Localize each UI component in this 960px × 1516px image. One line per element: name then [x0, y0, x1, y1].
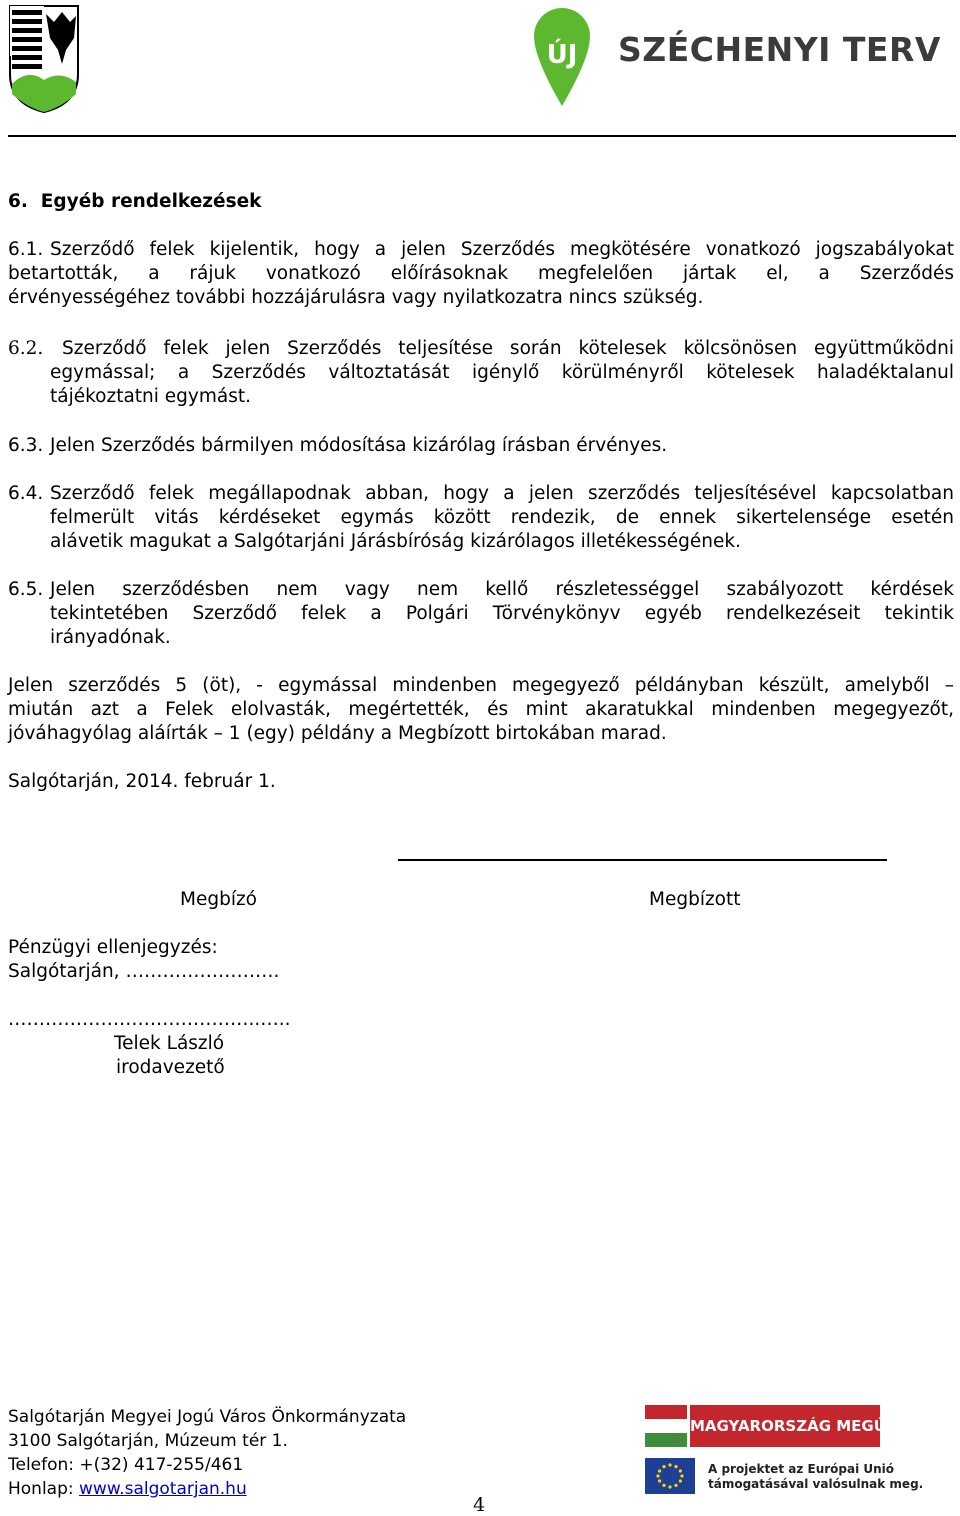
- clause-6-1: [50, 238, 954, 262]
- header-divider: [8, 135, 956, 137]
- footer-web-link[interactable]: www.salgotarjan.hu: [79, 1479, 247, 1499]
- text-line: [50, 238, 954, 262]
- clause-number: 6.5.: [8, 579, 44, 600]
- uj-badge-label: ÚJ: [546, 40, 578, 70]
- clause-6-4: [50, 482, 954, 554]
- eu-text-line: támogatásával valósulnak meg.: [708, 1477, 924, 1491]
- signature-label-left: Megbízó: [180, 889, 257, 910]
- footer-web: [8, 1477, 406, 1501]
- line-text: Jelen szerződés 5 (öt), - egymással mindenben megegyező példányban készült, amelyből –: [8, 675, 954, 696]
- line-text: Jelen szerződésben nem vagy nem kellő részletességgel szabályozott kérdések: [50, 579, 954, 600]
- szechenyi-terv-logo-text: SZÉCHENYI TERV: [618, 30, 941, 69]
- eu-support-text: [708, 1462, 923, 1492]
- section-title: 6. Egyéb rendelkezések: [8, 191, 262, 212]
- clause-6-3: Jelen Szerződés bármilyen módosítása kizárólag írásban érvényes.: [50, 435, 668, 456]
- line-text: felmerült vitás kérdéseket egymás között rendezik, de ennek sikertelensége esetén: [50, 507, 954, 528]
- signer-name: Telek László: [114, 1033, 225, 1054]
- line-text: tájékoztatni egymást.: [50, 386, 251, 407]
- line-text: alávetik magukat a Salgótarjáni Járásbíróság kizárólagos illetékességének.: [50, 531, 741, 552]
- line-text: irányadónak.: [50, 627, 171, 648]
- signature-dots: …………………………………..…..: [8, 1009, 291, 1030]
- magyarorszag-megujul-banner: MAGYARORSZÁG MEGÚJUL: [690, 1405, 880, 1447]
- clause-number: 6.3.: [8, 435, 44, 456]
- line-text: tekintetében Szerződő felek a Polgári Törvénykönyv egyéb rendelkezéseit tekintik: [50, 603, 954, 624]
- clause-number: 6.2.: [8, 338, 44, 359]
- finance-place: Salgótarján, …………………….: [8, 961, 280, 982]
- clause-6-2-cont: [50, 361, 954, 409]
- line-text: Szerződő felek kijelentik, hogy a jelen Szerződés megkötésére vonatkozó jogszabályokat: [50, 239, 954, 260]
- footer-org: Salgótarján Megyei Jogú Város Önkormányzata: [8, 1407, 407, 1427]
- clause-6-2: [62, 337, 954, 361]
- hungarian-flag-icon: [645, 1405, 687, 1447]
- signature-label-right: Megbízott: [649, 889, 741, 910]
- signature-line-right: [563, 859, 887, 861]
- line-text: érvényességéhez további hozzájárulásra vagy nyilatkozatra nincs szükség.: [8, 287, 704, 308]
- finance-label: Pénzügyi ellenjegyzés:: [8, 937, 218, 958]
- footer-contact: [8, 1405, 406, 1501]
- coat-of-arms-logo: [8, 4, 80, 114]
- eu-text-line: A projektet az Európai Unió: [708, 1462, 895, 1476]
- footer-phone: Telefon: +(32) 417-255/461: [8, 1455, 244, 1475]
- line-text: betartották, a rájuk vonatkozó előírásoknak megfelelően jártak el, a Szerződés: [8, 263, 954, 284]
- page-number: 4: [473, 1494, 486, 1516]
- clause-number: 6.4.: [8, 483, 44, 504]
- line-text: Szerződő felek jelen Szerződés teljesítése során kötelesek kölcsönösen együttműködni: [62, 338, 954, 359]
- footer-web-label: Honlap:: [8, 1479, 74, 1499]
- clause-6-5: [50, 578, 954, 650]
- place-date: Salgótarján, 2014. február 1.: [8, 771, 276, 792]
- line-text: miután azt a Felek elolvasták, megértették, és mint akaratukkal mindenben megegyezőt,: [8, 699, 954, 720]
- line-text: egymással; a Szerződés változtatását igénylő körülményről kötelesek haladéktalanul: [50, 362, 954, 383]
- clause-6-1-cont: [8, 262, 954, 310]
- line-text: Szerződő felek megállapodnak abban, hogy a jelen szerződés teljesítésével kapcsolatban: [50, 483, 954, 504]
- eu-flag-icon: [645, 1458, 695, 1494]
- line-text: jóváhagyólag aláírták – 1 (egy) példány a Megbízott birtokában marad.: [8, 723, 667, 744]
- footer-address: 3100 Salgótarján, Múzeum tér 1.: [8, 1431, 288, 1451]
- clause-number: 6.1.: [8, 239, 44, 260]
- signer-title: irodavezető: [116, 1057, 225, 1078]
- closing-paragraph: [8, 674, 954, 746]
